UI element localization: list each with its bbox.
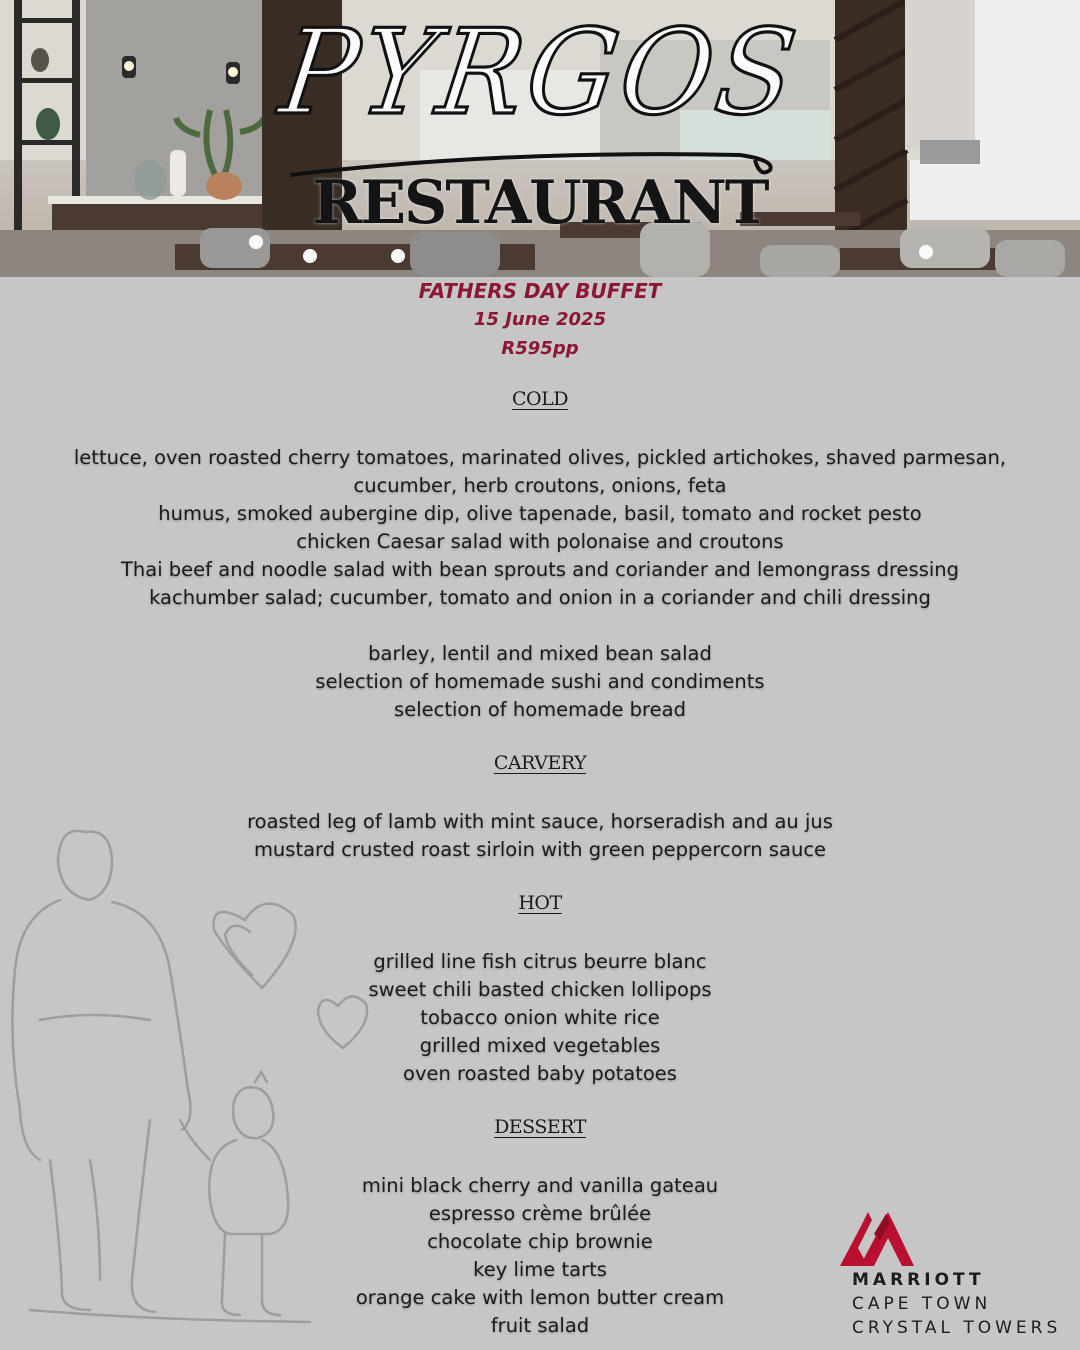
- menu-item: selection of homemade sushi and condiments: [315, 670, 765, 693]
- logo-wordmark: RESTAURANT: [312, 168, 768, 238]
- menu-item: mini black cherry and vanilla gateau: [361, 1174, 719, 1197]
- marriott-m-icon: [838, 1210, 916, 1268]
- brand-name: MARRIOTT: [852, 1270, 985, 1290]
- menu-item: grilled line fish citrus beurre blanc: [373, 950, 707, 973]
- brand-property: CRYSTAL TOWERS: [852, 1318, 1062, 1338]
- menu-item: fruit salad: [490, 1314, 590, 1337]
- menu-item: oven roasted baby potatoes: [403, 1062, 677, 1085]
- buffet-menu: [0, 384, 1080, 1340]
- menu-item: grilled mixed vegetables: [419, 1034, 661, 1057]
- menu-item: espresso crème brûlée: [428, 1202, 652, 1225]
- menu-item: chocolate chip brownie: [427, 1230, 653, 1253]
- event-title: FATHERS DAY BUFFET: [418, 279, 662, 303]
- menu-item: tobacco onion white rice: [420, 1006, 660, 1029]
- section-title-dessert: DESSERT: [494, 1116, 586, 1138]
- menu-item: mustard crusted roast sirloin with green peppercorn sauce: [253, 838, 827, 861]
- logo-script: PYRGOS: [273, 4, 807, 142]
- section-title-carvery: CARVERY: [493, 752, 587, 774]
- menu-item: barley, lentil and mixed bean salad: [368, 642, 712, 665]
- marriott-logo: [838, 1210, 1061, 1340]
- section-title-cold: COLD: [512, 388, 568, 410]
- section-title-hot: HOT: [518, 892, 562, 914]
- menu-item: roasted leg of lamb with mint sauce, horseradish and au jus: [247, 810, 833, 833]
- menu-item: cucumber, herb croutons, onions, feta: [353, 474, 727, 497]
- menu-item: kachumber salad; cucumber, tomato and onion in a coriander and chili dressing: [149, 586, 931, 609]
- menu-item: selection of homemade bread: [394, 698, 686, 721]
- menu-item: humus, smoked aubergine dip, olive tapenade, basil, tomato and rocket pesto: [158, 502, 922, 525]
- menu-item: Thai beef and noodle salad with bean sprouts and coriander and lemongrass dressing: [120, 558, 960, 581]
- header-photo: [0, 0, 1080, 277]
- event-date: 15 June 2025: [473, 309, 607, 330]
- menu-item: sweet chili basted chicken lollipops: [368, 978, 712, 1001]
- menu-item: chicken Caesar salad with polonaise and croutons: [296, 530, 784, 553]
- menu-item: orange cake with lemon butter cream: [355, 1286, 725, 1309]
- brand-city: CAPE TOWN: [852, 1294, 992, 1314]
- menu-item: lettuce, oven roasted cherry tomatoes, marinated olives, pickled artichokes, shaved parmesan,: [73, 446, 1007, 469]
- menu-item: key lime tarts: [473, 1258, 607, 1281]
- event-price: R595pp: [501, 338, 579, 359]
